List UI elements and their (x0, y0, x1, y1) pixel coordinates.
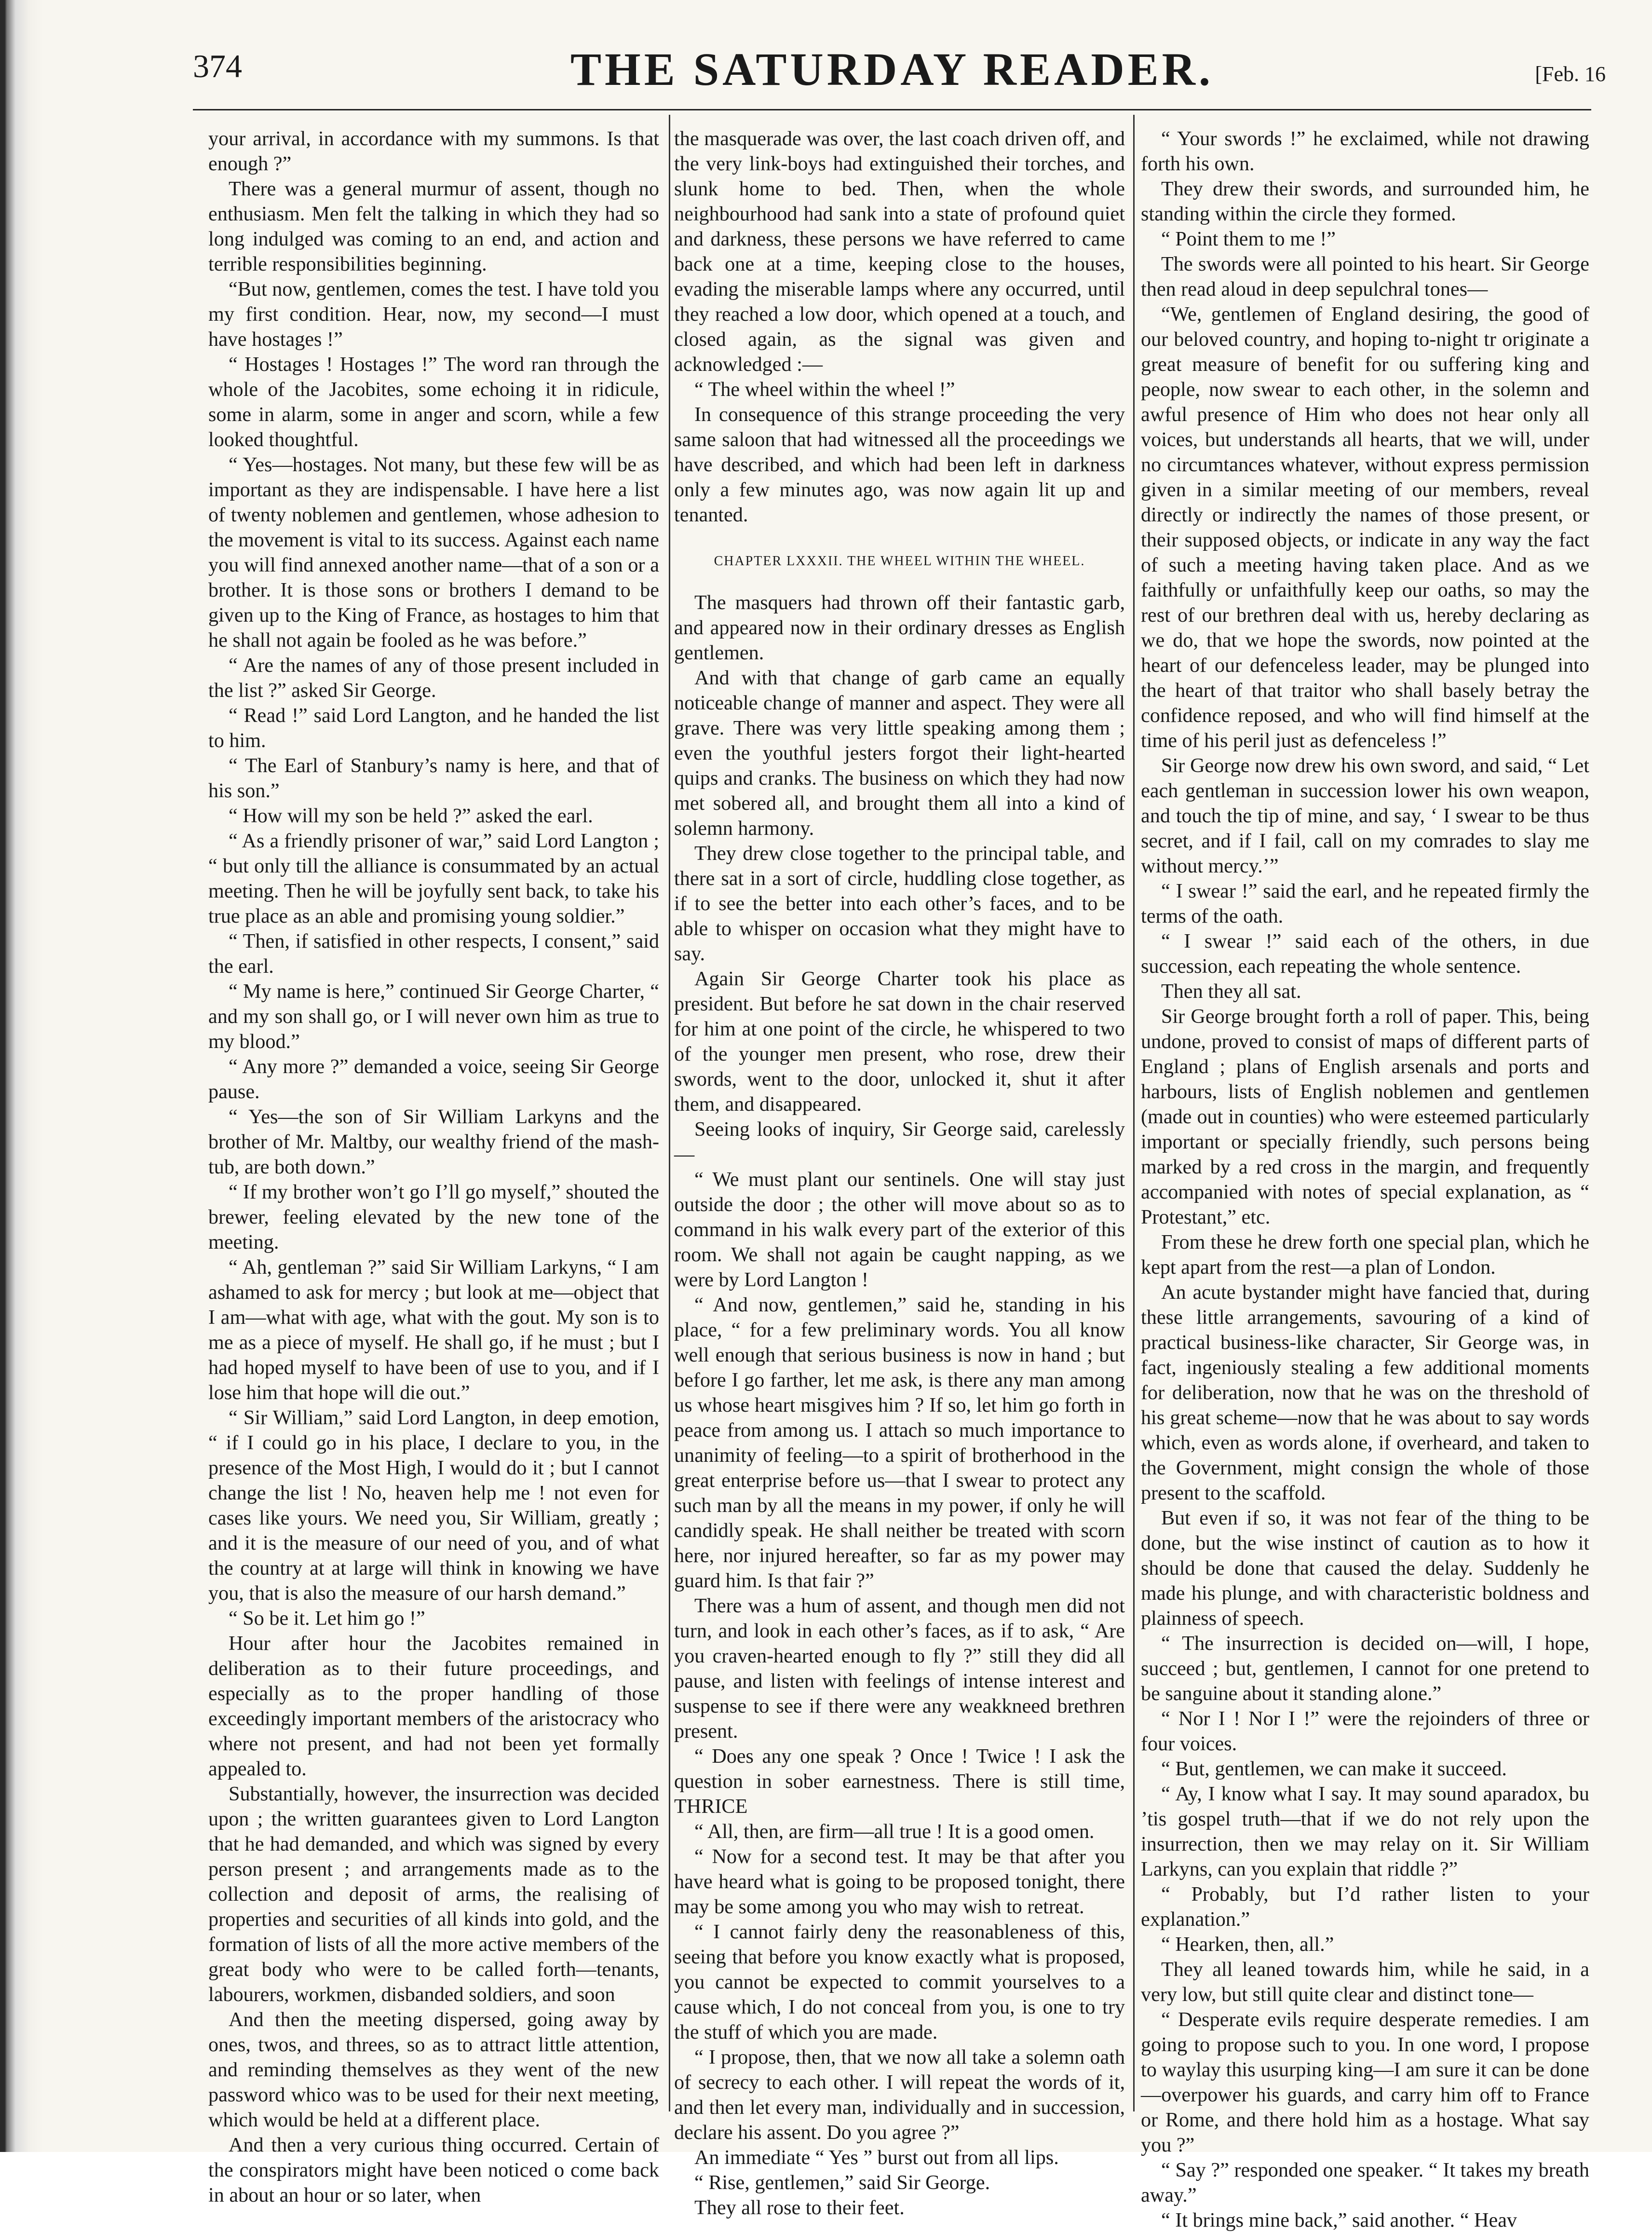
chapter-heading: CHAPTER LXXXII. THE WHEEL WITHIN THE WHEEL. (714, 554, 1085, 569)
paragraph: Then they all sat. (1161, 980, 1301, 1003)
paragraph: “ So be it. Let him go !” (229, 1607, 425, 1630)
paragraph: An immediate “ Yes ” burst out from all lips. (694, 2146, 1059, 2169)
paragraph: “ We must plant our sentinels. One will stay just outside the door ; the other will move about so as to command in his walk every part of the exterior of this room. We shall not again be caught napping, as we were by Lord Langton ! (674, 1168, 1125, 1291)
paragraph: “ Ay, I know what I say. It may sound aparadox, bu ’tis gospel truth—that if we do not rely upon the insurrection, then we may relay on it. Sir William Larkyns, can you explain that riddle ?” (1141, 1783, 1589, 1880)
page-header (193, 42, 1606, 105)
paragraph: There was a hum of assent, and though men did not turn, and look in each other’s faces, as if to ask, “ Are you craven-hearted enough to fly ?” still they did all pause, and listen with feelings of intense interest and suspense to see if there were any weakkneed brethren present. (674, 1594, 1125, 1743)
paragraph: “ Your swords !” he exclaimed, while not drawing forth his own. (1141, 127, 1589, 175)
paragraph: “ And now, gentlemen,” said he, standing in his place, “ for a few preliminary words. You all know well enough that serious business is now in hand ; but before I go farther, let me ask, is there any man among us whose heart misgives him ? If so, let him go forth in peace from among us. I attach so much importance to unanimity of feeling—to a spirit of brotherhood in the great enterprise before us—that I swear to protect any such man by all the means in my power, if only he will candidly speak. He shall neither be treated with scorn here, nor injured hereafter, so far as my power may guard him. Is that fair ?” (674, 1294, 1125, 1592)
paragraph: the masquerade was over, the last coach driven off, and the very link-boys had extinguished their torches, and slunk home to bed. Then, when the whole neighbourhood had sank into a state of profound quiet and darkness, these persons we have referred to came back one at a time, keeping close to the houses, evading the miserable lamps where any occurred, until they reached a low door, which opened at a touch, and closed again, as the signal was given and acknowledged :— (674, 127, 1125, 376)
paragraph: “ But, gentlemen, we can make it succeed. (1161, 1757, 1507, 1780)
paragraph: “ Probably, but I’d rather listen to your explanation.” (1141, 1883, 1589, 1931)
paragraph: They all leaned towards him, while he said, in a very low, but still quite clear and distinct tone— (1141, 1958, 1589, 2006)
paragraph: “ How will my son be held ?” asked the earl. (229, 804, 593, 827)
paragraph: The swords were all pointed to his heart. Sir George then read aloud in deep sepulchral tones— (1141, 253, 1589, 300)
text-column-3 (1141, 126, 1589, 2232)
paragraph: The masquers had thrown off their fantastic garb, and appeared now in their ordinary dresses as English gentlemen. (674, 591, 1125, 664)
paragraph: They drew their swords, and surrounded him, he standing within the circle they formed. (1141, 177, 1589, 225)
paragraph: “ Read !” said Lord Langton, and he handed the list to him. (208, 704, 659, 752)
paragraph: “ Any more ?” demanded a voice, seeing Sir George pause. (208, 1055, 659, 1103)
paragraph: “ Desperate evils require desperate remedies. I am going to propose such to you. In one word, I propose to waylay this usurping king—I am sure it can be done—overpower his guards, and carry him off to France or Rome, and there hold him as a hostage. What say you ?” (1141, 2008, 1589, 2156)
text-column-2 (674, 126, 1125, 2219)
paragraph: “ It brings mine back,” said another. “ Heav (1161, 2209, 1517, 2232)
paragraph: “ All, then, are firm—all true ! It is a good omen. (694, 1820, 1095, 1843)
paragraph: “ Say ?” responded one speaker. “ It takes my breath away.” (1141, 2159, 1589, 2206)
paragraph: your arrival, in accordance with my summons. Is that enough ?” (208, 127, 659, 175)
issue-date: [Feb. 16 (1535, 62, 1606, 86)
paragraph: Sir George brought forth a roll of paper. This, being undone, proved to consist of maps of different parts of England ; plans of English arsenals and ports and harbours, lists of English noblemen and gentlemen (made out in counties) who were esteemed particularly important or specially friendly, such persons being marked by a red cross in the margin, and frequently accompanied with notes of special explanation, as “ Protestant,” etc. (1141, 1005, 1589, 1228)
paragraph: Again Sir George Charter took his place as president. But before he sat down in the chair reserved for him at one point of the circle, he whispered to two of the younger men present, who rose, drew their swords, went to the door, unlocked it, shut it after them, and disappeared. (674, 967, 1125, 1116)
column-rule (1133, 115, 1135, 2111)
paragraph: “ Yes—hostages. Not many, but these few will be as important as they are indispensable. I have here a list of twenty noblemen and gentlemen, whose adhesion to the movement is vital to its success. Against each name you will find annexed another name—that of a son or a brother. It is those sons or brothers I demand to be given up to the King of France, as hostages to him that he shall not again be fooled as he was before.” (208, 453, 659, 652)
paragraph: Substantially, however, the insurrection was decided upon ; the written guarantees given to Lord Langton that he had demanded, and which was signed by every person present ; and arrangements made as to the collection and deposit of arms, the realising of properties and securities of all kinds into gold, and the formation of lists of all the more active members of the great body who were to be called forth—tenants, labourers, workmen, disbanded soldiers, and soon (208, 1783, 659, 2006)
paragraph: “ Rise, gentlemen,” said Sir George. (694, 2171, 990, 2194)
paragraph: “ I swear !” said the earl, and he repeated firmly the terms of the oath. (1141, 880, 1589, 927)
paragraph: “ I propose, then, that we now all take a solemn oath of secrecy to each other. I will repeat the words of it, and then let every man, individually and in succession, declare his assent. Do you agree ?” (674, 2046, 1125, 2144)
paragraph: “ The Earl of Stanbury’s namy is here, and that of his son.” (208, 754, 659, 802)
paragraph: But even if so, it was not fear of the thing to be done, but the wise instinct of caution as to how it should be done that caused the delay. Suddenly he made his plunge, and with characteristic boldness and plainness of speech. (1141, 1507, 1589, 1630)
paragraph: From these he drew forth one special plan, which he kept apart from the rest—a plan of London. (1141, 1231, 1589, 1279)
paragraph: “ Sir William,” said Lord Langton, in deep emotion, “ if I could go in his place, I declare to you, in the presence of the Most High, I would do it ; but I cannot change the list ! No, heaven help me ! not even for cases like yours. We need you, Sir William, greatly ; and it is the measure of our need of you, and of what the country at at large will think in knowing we have you, that is also the measure of our harsh demand.” (208, 1406, 659, 1605)
paragraph: An acute bystander might have fancied that, during these little arrangements, savouring of a kind of practical business-like character, Sir George was, in fact, ingeniously stealing a few additional moments for deliberation, now that he was on the threshold of his great scheme—now that he was about to say words which, even as words alone, if overheard, and taken to the Government, might consign the whole of those present to the scaffold. (1141, 1281, 1589, 1504)
paragraph: “ Does any one speak ? Once ! Twice ! I ask the question in sober earnestness. There is still time, THRICE (674, 1745, 1125, 1818)
header-rule (193, 109, 1591, 110)
paragraph: “ If my brother won’t go I’ll go myself,” shouted the brewer, feeling elevated by the new tone of the meeting. (208, 1181, 659, 1253)
paragraph: “ My name is here,” continued Sir George Charter, “ and my son shall go, or I will never own him as true to my blood.” (208, 980, 659, 1053)
paragraph: “ Point them to me !” (1161, 228, 1336, 250)
paragraph: “ Hearken, then, all.” (1161, 1933, 1334, 1956)
paragraph: “ Then, if satisfied in other respects, I consent,” said the earl. (208, 930, 659, 978)
paragraph: “ Yes—the son of Sir William Larkyns and the brother of Mr. Maltby, our wealthy friend of the mash-tub, are both down.” (208, 1105, 659, 1178)
binding-spine (0, 0, 43, 2152)
paragraph: “ The insurrection is decided on—will, I hope, succeed ; but, gentlemen, I cannot for one pretend to be sanguine about it standing alone.” (1141, 1632, 1589, 1705)
paragraph: Seeing looks of inquiry, Sir George said, carelessly— (674, 1118, 1125, 1166)
paragraph: “ Hostages ! Hostages !” The word ran through the whole of the Jacobites, some echoing it in ridicule, some in alarm, some in anger and scorn, while a few looked thoughtful. (208, 353, 659, 451)
column-rule (669, 115, 670, 2111)
paragraph: “ Now for a second test. It may be that after you have heard what is going to be proposed tonight, there may be some among you who may wish to retreat. (674, 1845, 1125, 1918)
paragraph: There was a general murmur of assent, though no enthusiasm. Men felt the talking in which they had so long indulged was coming to an end, and action and terrible responsibilities beginning. (208, 177, 659, 275)
paragraph: And then the meeting dispersed, going away by ones, twos, and threes, so as to attract little attention, and reminding themselves as they went of the new password whico was to be used for their next meeting, which would be held at a different place. (208, 2008, 659, 2131)
paragraph: “ I cannot fairly deny the reasonableness of this, seeing that before you know exactly what is proposed, you cannot be expected to commit yourselves to a cause which, I do not conceal from you, is one to try the stuff of which you are made. (674, 1920, 1125, 2043)
paragraph: “ The wheel within the wheel !” (694, 378, 955, 401)
paragraph: Sir George now drew his own sword, and said, “ Let each gentleman in succession lower his own weapon, and touch the tip of mine, and say, ‘ I swear to be thus secret, and if I fail, call on my comrades to slay me without mercy.’” (1141, 754, 1589, 877)
paragraph: “But now, gentlemen, comes the test. I have told you my first condition. Hear, now, my second—I must have hostages !” (208, 278, 659, 351)
paragraph: In consequence of this strange proceeding the very same saloon that had witnessed all the proceedings we have described, and which had been left in darkness only a few minutes ago, was now again lit up and tenanted. (674, 403, 1125, 526)
paragraph: “ I swear !” said each of the others, in due succession, each repeating the whole sentence. (1141, 930, 1589, 978)
masthead-title: THE SATURDAY READER. (570, 43, 1214, 95)
paragraph: They drew close together to the principal table, and there sat in a sort of circle, huddling close together, as if to see the better into each other’s faces, and to be able to whisper on occasion what they might have to say. (674, 842, 1125, 965)
paragraph: And with that change of garb came an equally noticeable change of manner and aspect. They were all grave. There was very little speaking among them ; even the youthful jesters forgot their light-hearted quips and cranks. The business on which they had now met sobered all, and brought them all into a kind of solemn harmony. (674, 667, 1125, 840)
paragraph: “We, gentlemen of England desiring, the good of our beloved country, and hoping to-night tr originate a great measure of benefit for ou suffering king and people, now swear to each other, in the solemn and awful presence of Him who does not hear only all voices, but understands all hearts, that we will, under no circumtances whatever, without express permission given in a similar meeting of our members, reveal directly or indirectly the names of those present, or their supposed objects, or indicate in any way the fact of such a meeting having taken place. And as we faithfully or unfaithfully keep our oaths, so may the rest of our brethren deal with us, hereby declaring as we do, that we hope the swords, now pointed at the heart of our defenceless leader, may be plunged into the heart of that traitor who shall basely betray the confidence reposed, and who will find himself at the time of his peril just as defenceless !” (1141, 303, 1589, 752)
paragraph: They all rose to their feet. (694, 2196, 905, 2219)
paragraph: “ Ah, gentleman ?” said Sir William Larkyns, “ I am ashamed to ask for mercy ; but look at me—object that I am—what with age, what with the gout. My son is to me as a piece of myself. He shall go, if he must ; but I had hoped myself to have been of use to you, and if I lose him that hope will die out.” (208, 1256, 659, 1404)
paragraph: And then a very curious thing occurred. Certain of the conspirators might have been noticed o come back in about an hour or so later, when (208, 2134, 659, 2206)
page-number: 374 (193, 48, 242, 84)
paragraph: Hour after hour the Jacobites remained in deliberation as to their future proceedings, and especially as to the proper handling of those exceedingly important members of the aristocracy who where not present, and had not been yet formally appealed to. (208, 1632, 659, 1780)
paragraph: “ As a friendly prisoner of war,” said Lord Langton ; “ but only till the alliance is consummated by an actual meeting. Then he will be joyfully sent back, to take his true place as an able and promising young soldier.” (208, 830, 659, 927)
text-column-1 (208, 126, 659, 2206)
paragraph: “ Are the names of any of those present included in the list ?” asked Sir George. (208, 654, 659, 702)
paragraph: “ Nor I ! Nor I !” were the rejoinders of three or four voices. (1141, 1707, 1589, 1755)
